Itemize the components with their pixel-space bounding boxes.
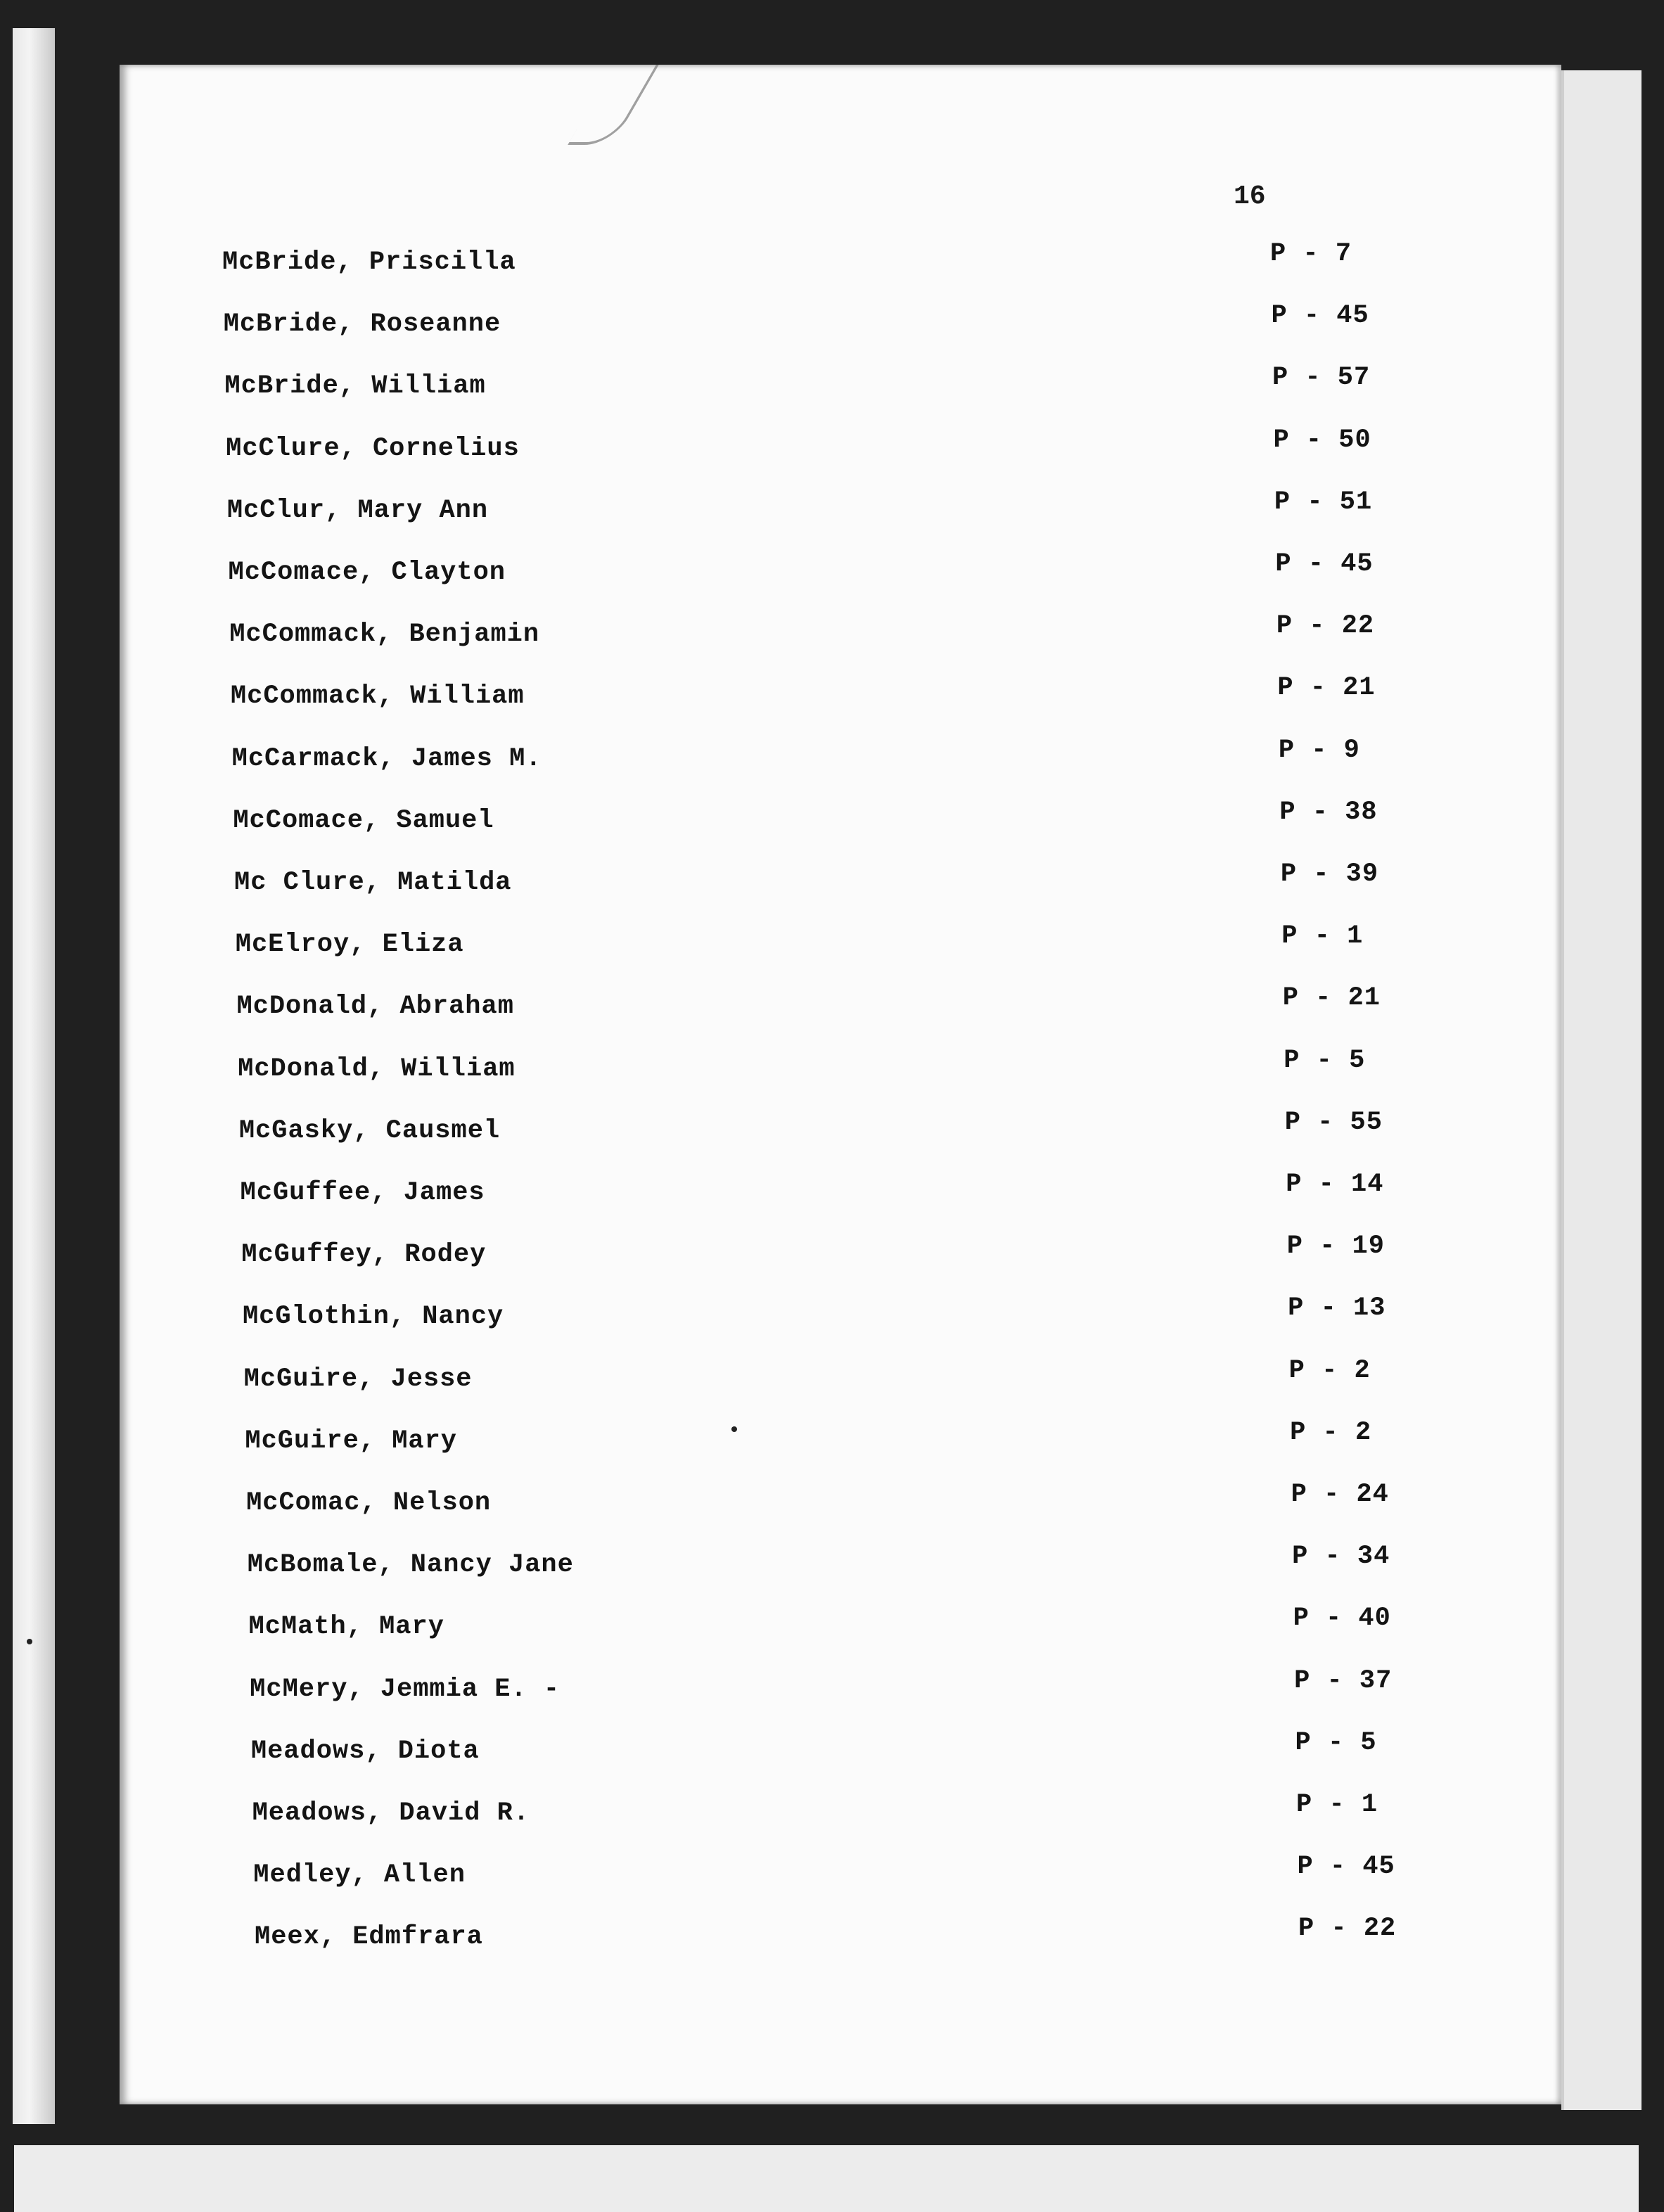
entry-name: McGuire, Jesse bbox=[243, 1364, 473, 1394]
entry-name: McGuffee, James bbox=[240, 1178, 485, 1208]
entry-page-ref: P - 7 bbox=[1270, 239, 1352, 269]
entry-page-ref: P - 22 bbox=[1298, 1914, 1397, 1944]
entry-name: Meadows, David R. bbox=[252, 1798, 530, 1828]
entry-name: McBomale, Nancy Jane bbox=[247, 1550, 574, 1580]
entry-page-ref: P - 21 bbox=[1282, 983, 1381, 1014]
entry-name: Mc Clure, Matilda bbox=[234, 868, 512, 897]
entry-page-ref: P - 39 bbox=[1280, 859, 1379, 889]
entry-page-ref: P - 1 bbox=[1281, 921, 1364, 952]
entry-name: Medley, Allen bbox=[253, 1860, 466, 1891]
entry-name: McBride, Roseanne bbox=[223, 309, 501, 340]
page-edge-bottom bbox=[14, 2145, 1639, 2212]
entry-page-ref: P - 9 bbox=[1278, 735, 1360, 765]
entry-page-ref: P - 5 bbox=[1284, 1045, 1366, 1075]
entry-name: McGasky, Causmel bbox=[238, 1115, 501, 1146]
entry-name: McDonald, Abraham bbox=[236, 992, 514, 1022]
entry-page-ref: P - 13 bbox=[1288, 1293, 1386, 1324]
entry-page-ref: P - 24 bbox=[1291, 1480, 1389, 1509]
entry-name: McGuire, Mary bbox=[245, 1426, 458, 1456]
entry-page-ref: P - 45 bbox=[1271, 301, 1369, 331]
entry-page-ref: P - 37 bbox=[1294, 1666, 1393, 1696]
entry-name: McCommack, William bbox=[230, 682, 525, 712]
entry-page-ref: P - 14 bbox=[1286, 1170, 1384, 1199]
entry-name: McBride, Priscilla bbox=[222, 248, 516, 277]
entry-name: McMery, Jemmia E. - bbox=[250, 1674, 561, 1704]
entry-name: McComace, Clayton bbox=[228, 558, 506, 587]
entry-page-ref: P - 22 bbox=[1276, 611, 1375, 641]
entry-page-ref: P - 57 bbox=[1272, 363, 1371, 393]
ink-speck bbox=[27, 1639, 32, 1644]
entry-page-ref: P - 19 bbox=[1286, 1232, 1385, 1262]
entry-page-ref: P - 2 bbox=[1290, 1417, 1372, 1447]
entry-page-ref: P - 51 bbox=[1274, 487, 1373, 517]
entry-page-ref: P - 50 bbox=[1273, 425, 1371, 455]
entry-name: McElroy, Eliza bbox=[235, 930, 464, 960]
page-edge-left bbox=[13, 28, 55, 2124]
entry-page-ref: P - 2 bbox=[1288, 1355, 1371, 1386]
entry-name: Meex, Edmfrara bbox=[255, 1922, 483, 1952]
ink-speck bbox=[731, 1426, 737, 1432]
entry-page-ref: P - 45 bbox=[1297, 1852, 1395, 1882]
entry-name: McCarmack, James M. bbox=[231, 743, 542, 774]
entry-name: McClur, Mary Ann bbox=[226, 495, 489, 525]
page-edge-right bbox=[1561, 70, 1641, 2110]
entry-page-ref: P - 5 bbox=[1295, 1727, 1377, 1758]
page-number: 16 bbox=[1234, 181, 1266, 212]
entry-page-ref: P - 55 bbox=[1284, 1107, 1383, 1137]
entry-name: McBride, William bbox=[224, 371, 486, 402]
entry-name: McGuffey, Rodey bbox=[241, 1240, 487, 1270]
entry-page-ref: P - 45 bbox=[1275, 549, 1374, 579]
entry-page-ref: P - 38 bbox=[1279, 797, 1378, 827]
entry-name: McMath, Mary bbox=[248, 1612, 444, 1642]
entry-name: McDonald, William bbox=[238, 1054, 516, 1084]
entry-name: McCommack, Benjamin bbox=[229, 620, 540, 650]
entry-name: McClure, Cornelius bbox=[226, 433, 520, 464]
entry-page-ref: P - 21 bbox=[1277, 673, 1376, 703]
entry-name: McComac, Nelson bbox=[246, 1488, 492, 1518]
entry-page-ref: P - 40 bbox=[1293, 1604, 1391, 1634]
entry-name: McComace, Samuel bbox=[233, 805, 494, 836]
entry-name: McGlothin, Nancy bbox=[242, 1302, 504, 1332]
entry-name: Meadows, Diota bbox=[250, 1736, 480, 1766]
entry-page-ref: P - 1 bbox=[1296, 1790, 1378, 1820]
entry-page-ref: P - 34 bbox=[1292, 1542, 1390, 1572]
